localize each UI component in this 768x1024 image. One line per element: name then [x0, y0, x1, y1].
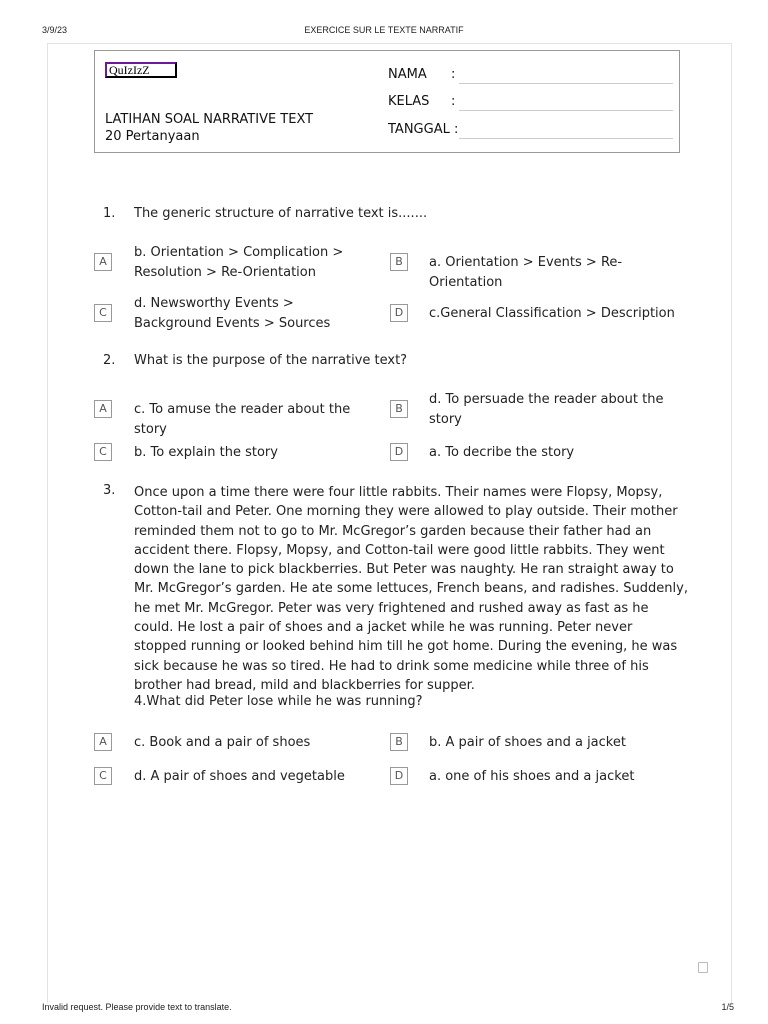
option-b-text: d. To persuade the reader about the story	[429, 392, 664, 427]
option-c-text: d. Newsworthy Events > Background Events > Sources	[134, 296, 331, 331]
option-c-box[interactable]: C	[94, 304, 112, 322]
option-b-text: a. Orientation > Events > Re-Orientation	[429, 255, 623, 290]
option-d-text: c.General Classification > Description	[429, 306, 675, 321]
option-d-text: a. one of his shoes and a jacket	[429, 769, 635, 784]
question-text: What is the purpose of the narrative text?	[134, 353, 408, 368]
field-label-nama: NAMA	[388, 67, 427, 82]
narrative-passage: Once upon a time there were four little rabbits. Their names were Flopsy, Mopsy, Cotton-tail and Peter. One morning they were allowed to play outside. Their mother reminded them not to go to Mr. McGregor’s garden because their father had an accident there. Flopsy, Mopsy, and Cotton-tail were good little rabbits. They went down the lane to pick blackberries. But Peter was naughty. He ran straight away to Mr. McGregor’s garden. He ate some lettuces, French beans, and radishes. Suddenly, he met Mr. McGregor. Peter was very frightened and rushed away as fast as he could. He lost a pair of shoes and a jacket while he was running. Peter never stopped running or looked behind him till he got home. During the evening, he was sick because he was so tired. He had to drink some medicine while three of his brother had bread, mild and blackberries for supper.	[134, 485, 688, 693]
page-number: 1/5	[721, 1002, 734, 1012]
print-title: EXERCICE SUR LE TEXTE NARRATIF	[304, 25, 464, 35]
field-label-tanggal: TANGGAL :	[388, 122, 459, 137]
option-b-text: b. A pair of shoes and a jacket	[429, 735, 626, 750]
field-colon-kelas: :	[451, 94, 456, 109]
option-a-text: c. To amuse the reader about the story	[134, 402, 351, 437]
question-text: 4.What did Peter lose while he was running?	[134, 694, 423, 709]
option-d-box[interactable]: D	[390, 443, 408, 461]
option-c-box[interactable]: C	[94, 443, 112, 461]
worksheet-info-box	[94, 50, 680, 153]
question-number: 1.	[103, 206, 116, 221]
name-field-line[interactable]	[459, 83, 673, 84]
question-count: 20 Pertanyaan	[105, 129, 200, 144]
field-label-kelas: KELAS	[388, 94, 430, 109]
option-d-box[interactable]: D	[390, 304, 408, 322]
print-date: 3/9/23	[42, 25, 68, 35]
footer-note: Invalid request. Please provide text to translate.	[42, 1002, 232, 1012]
question-text: The generic structure of narrative text is.......	[134, 206, 428, 221]
option-c-text: b. To explain the story	[134, 445, 278, 460]
option-d-box[interactable]: D	[390, 767, 408, 785]
question-number: 2.	[103, 353, 116, 368]
option-c-box[interactable]: C	[94, 767, 112, 785]
option-a-box[interactable]: A	[94, 253, 112, 271]
option-a-box[interactable]: A	[94, 733, 112, 751]
option-b-box[interactable]: B	[390, 253, 408, 271]
question-number: 3.	[103, 483, 116, 498]
option-d-text: a. To decribe the story	[429, 445, 575, 460]
option-c-text: d. A pair of shoes and vegetable	[134, 769, 345, 784]
quizizz-logo: QuIzIzZ	[105, 62, 177, 78]
field-colon-nama: :	[451, 67, 456, 82]
print-header	[0, 25, 768, 37]
option-a-text: b. Orientation > Complication > Resolution > Re-Orientation	[134, 245, 344, 280]
option-a-text: c. Book and a pair of shoes	[134, 735, 311, 750]
class-field-line[interactable]	[459, 110, 673, 111]
option-a-box[interactable]: A	[94, 400, 112, 418]
option-b-box[interactable]: B	[390, 400, 408, 418]
date-field-line[interactable]	[459, 138, 673, 139]
option-b-box[interactable]: B	[390, 733, 408, 751]
page-corner-icon	[698, 962, 708, 973]
quiz-title: LATIHAN SOAL NARRATIVE TEXT	[105, 112, 314, 127]
